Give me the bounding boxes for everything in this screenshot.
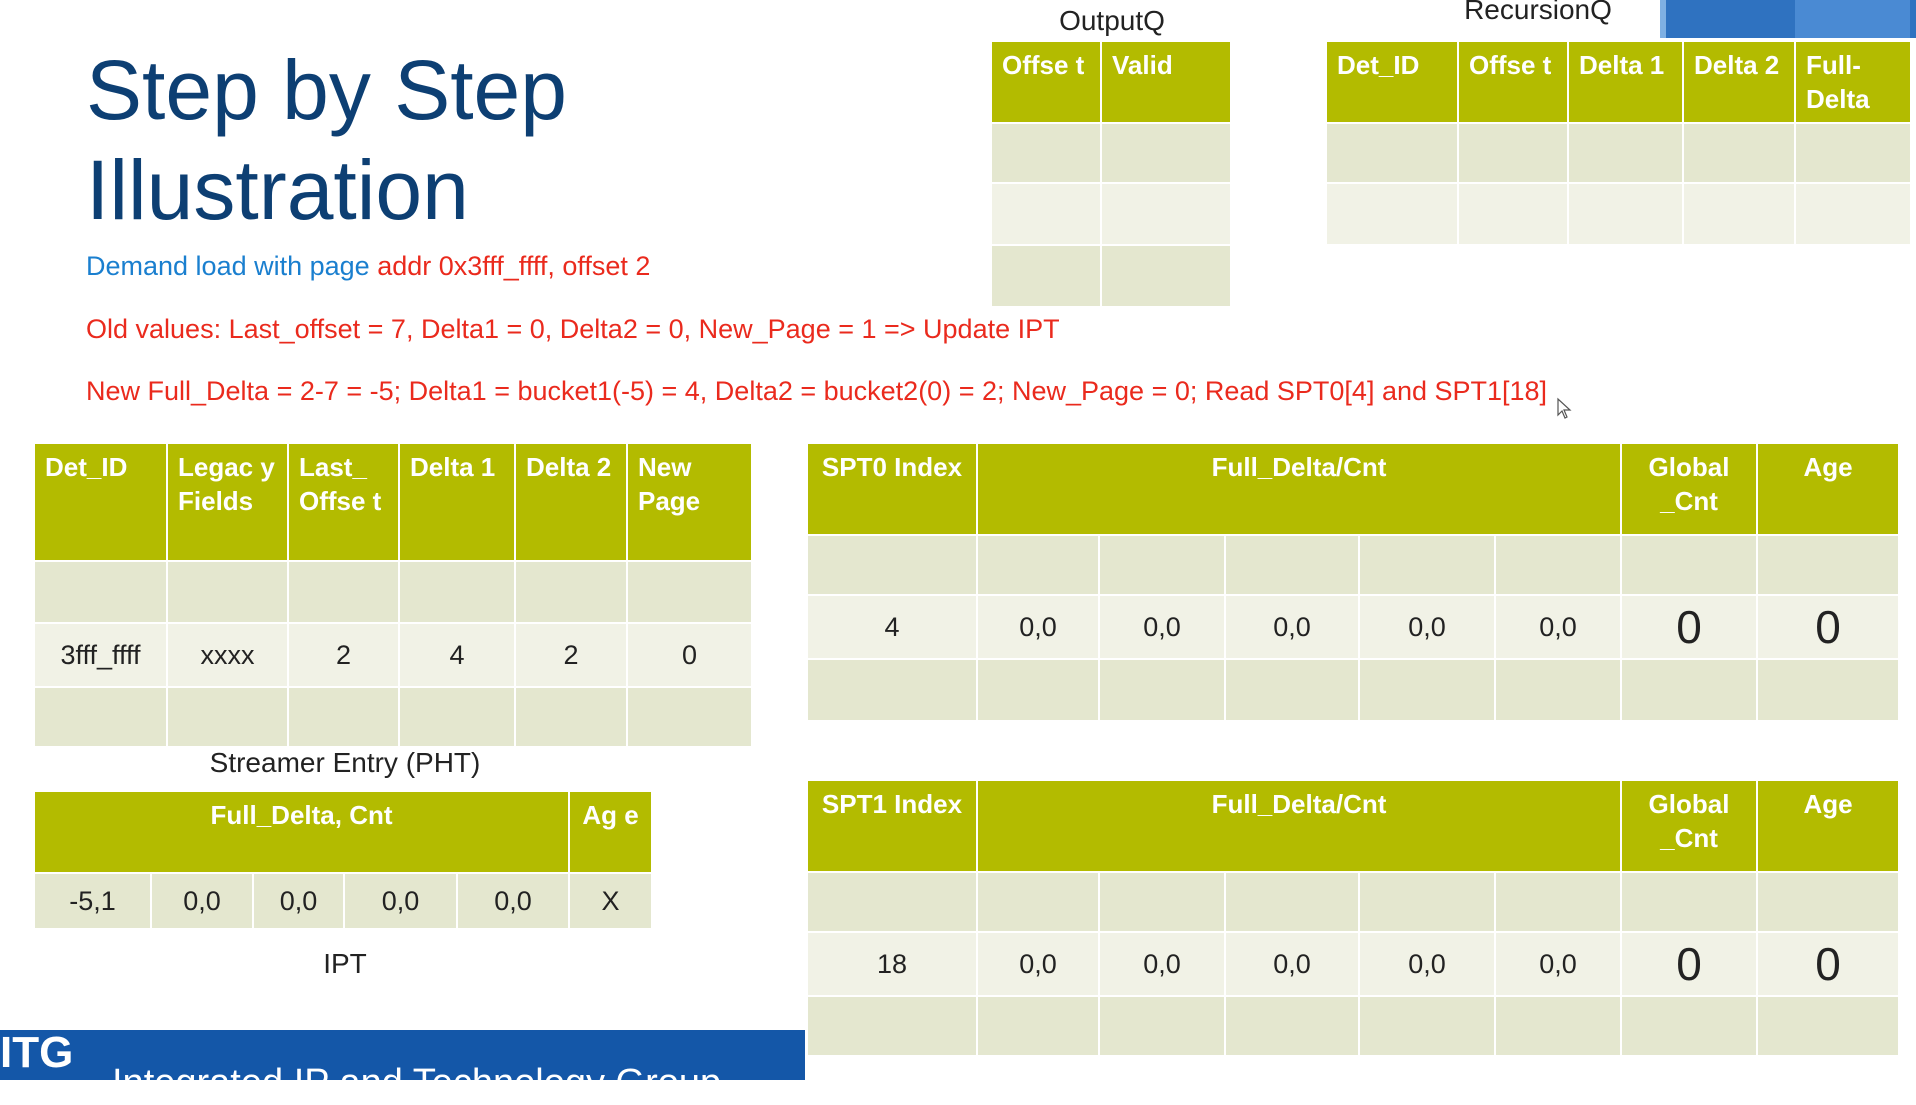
ipt-table [33, 790, 653, 930]
ipt-cell-delta-2: 0,0 [253, 873, 344, 929]
recursionq-label: RecursionQ [1464, 0, 1612, 25]
pht-cell-new-page: 0 [627, 623, 752, 687]
spt0-table [806, 442, 1900, 722]
pht-header-delta2: Delta 2 [515, 443, 627, 561]
spt1-table [806, 779, 1900, 1057]
ipt-cell-delta-0: -5,1 [34, 873, 151, 929]
spt1-cell-delta-4: 0,0 [1495, 932, 1621, 996]
table-row [991, 183, 1231, 245]
ipt-cell-delta-3: 0,0 [344, 873, 457, 929]
pht-caption: Streamer Entry (PHT) [209, 747, 481, 778]
ipt-header-age: Ag e [569, 791, 652, 873]
pht-header-legacy-fields: Legac y Fields [167, 443, 288, 561]
spt0-header-global-cnt: Global _Cnt [1621, 443, 1757, 535]
ipt-cell-age: X [569, 873, 652, 929]
slide-title-line-2: Illustration [86, 143, 469, 237]
table-row [807, 595, 1899, 659]
footer-group-name: Integrated IP and Technology Group [112, 1062, 722, 1104]
pht-cell-delta1: 4 [399, 623, 515, 687]
spt1-cell-delta-2: 0,0 [1225, 932, 1359, 996]
table-row [807, 659, 1899, 721]
spt1-header-full-delta-cnt: Full_Delta/Cnt [977, 780, 1621, 872]
spt0-cell-delta-3: 0,0 [1359, 595, 1495, 659]
demand-load-address: addr 0x3fff_ffff, offset 2 [377, 251, 651, 281]
spt0-header-full-delta-cnt: Full_Delta/Cnt [977, 443, 1621, 535]
demand-load-label: Demand load with page [86, 251, 378, 281]
slide-title [86, 40, 846, 240]
spt1-cell-global-cnt: 0 [1621, 932, 1757, 996]
ipt-cell-delta-1: 0,0 [151, 873, 253, 929]
pht-cell-last-offset: 2 [288, 623, 399, 687]
recursionq-header-det-id: Det_ID [1326, 41, 1458, 123]
spt1-header-age: Age [1757, 780, 1899, 872]
spt0-cell-age: 0 [1757, 595, 1899, 659]
pht-header-delta1: Delta 1 [399, 443, 515, 561]
spt1-cell-delta-1: 0,0 [1099, 932, 1225, 996]
table-row [991, 245, 1231, 307]
spt0-cell-delta-4: 0,0 [1495, 595, 1621, 659]
recursionq-header-delta2: Delta 2 [1683, 41, 1795, 123]
spt1-cell-age: 0 [1757, 932, 1899, 996]
recursionq-table [1325, 40, 1912, 246]
pht-cell-delta2: 2 [515, 623, 627, 687]
table-row [34, 873, 652, 929]
pht-table [33, 442, 753, 748]
demand-load-line [86, 248, 650, 284]
table-row [1326, 183, 1911, 245]
spt1-cell-delta-0: 0,0 [977, 932, 1099, 996]
ipt-caption: IPT [323, 948, 367, 979]
pht-header-det-id: Det_ID [34, 443, 167, 561]
table-row [34, 623, 752, 687]
spt0-cell-delta-1: 0,0 [1099, 595, 1225, 659]
pht-cell-legacy-fields: xxxx [167, 623, 288, 687]
spt0-header-index: SPT0 Index [807, 443, 977, 535]
spt0-cell-delta-0: 0,0 [977, 595, 1099, 659]
table-row [34, 687, 752, 747]
outputq-header-valid: Valid [1101, 41, 1231, 123]
ipt-header-full-delta-cnt: Full_Delta, Cnt [34, 791, 569, 873]
slide-title-line-1: Step by Step [86, 43, 567, 137]
pht-cell-det-id: 3fff_ffff [34, 623, 167, 687]
pht-header-last-offset: Last_ Offse t [288, 443, 399, 561]
new-values-line: New Full_Delta = 2-7 = -5; Delta1 = bucket1(-5) = 4, Delta2 = bucket2(0) = 2; New_Page = 0; Read SPT0[4] and SPT1[18] [86, 376, 1548, 406]
spt1-header-global-cnt: Global _Cnt [1621, 780, 1757, 872]
spt0-cell-global-cnt: 0 [1621, 595, 1757, 659]
ipt-cell-delta-4: 0,0 [457, 873, 569, 929]
table-row [991, 123, 1231, 183]
spt0-cell-index: 4 [807, 595, 977, 659]
spt1-cell-delta-3: 0,0 [1359, 932, 1495, 996]
pht-header-new-page: New Page [627, 443, 752, 561]
mouse-pointer-icon [1557, 398, 1573, 420]
table-row [34, 561, 752, 623]
spt1-header-index: SPT1 Index [807, 780, 977, 872]
itg-logo: ITG [0, 1028, 74, 1077]
spt0-header-age: Age [1757, 443, 1899, 535]
table-row [807, 535, 1899, 595]
spt0-cell-delta-2: 0,0 [1225, 595, 1359, 659]
footer-bar [0, 1028, 805, 1104]
table-row [807, 872, 1899, 932]
outputq-label: OutputQ [1059, 5, 1165, 36]
table-row [807, 932, 1899, 996]
old-values-line: Old values: Last_offset = 7, Delta1 = 0, Delta2 = 0, New_Page = 1 => Update IPT [86, 314, 1060, 344]
outputq-header-offset: Offse t [991, 41, 1101, 123]
recursionq-header-full-delta: Full- Delta [1795, 41, 1911, 123]
spt1-cell-index: 18 [807, 932, 977, 996]
table-row [807, 996, 1899, 1056]
recursionq-header-delta1: Delta 1 [1568, 41, 1683, 123]
outputq-table [990, 40, 1232, 308]
recursionq-header-offset: Offse t [1458, 41, 1568, 123]
table-row [1326, 123, 1911, 183]
background-graphic [1795, 0, 1910, 38]
